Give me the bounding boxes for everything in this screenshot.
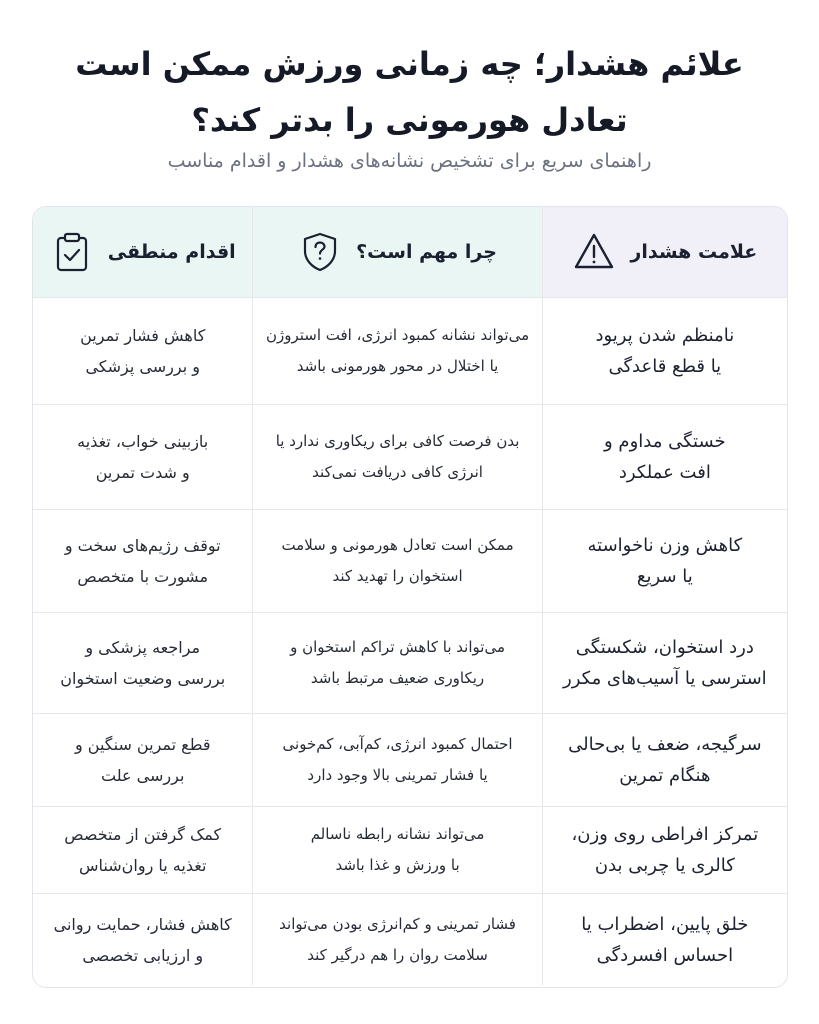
sign-cell	[542, 405, 787, 509]
header-label-sign: علامت هشدار	[630, 241, 758, 263]
table-row	[33, 613, 787, 714]
sign-text-line: هنگام تمرین	[619, 765, 711, 786]
header-cell-sign	[542, 207, 787, 297]
sign-text-line: افت عملکرد	[618, 462, 711, 483]
action-cell	[33, 298, 252, 404]
action-cell	[33, 510, 252, 612]
sign-text-line: یا قطع قاعدگی	[608, 356, 722, 377]
why-cell	[252, 405, 541, 509]
sign-text-line: استرسی یا آسیب‌های مکرر	[563, 668, 767, 689]
action-text-line: توقف رژیم‌های سخت و	[64, 536, 221, 555]
sign-cell	[542, 894, 787, 985]
action-cell	[33, 714, 252, 806]
table-header-row	[33, 207, 787, 298]
sign-text-line: احساس افسردگی	[596, 944, 734, 966]
action-text-line: کمک گرفتن از متخصص	[64, 825, 222, 844]
action-cell	[33, 807, 252, 893]
clipboard-check-icon	[50, 230, 94, 274]
table-row	[33, 807, 787, 894]
sign-text-line: خستگی مداوم و	[604, 431, 726, 452]
why-text-line: یا اختلال در محور هورمونی باشد	[296, 357, 499, 375]
why-text-line: می‌تواند با کاهش تراکم استخوان و	[290, 638, 505, 656]
why-text-line: ریکاوری ضعیف مرتبط باشد	[310, 669, 485, 687]
page-title	[0, 36, 819, 148]
page-subtitle: راهنمای سریع برای تشخیص نشانه‌های هشدار و اقدام مناسب	[167, 150, 652, 172]
table-row	[33, 510, 787, 613]
table-row	[33, 714, 787, 807]
sign-cell	[542, 807, 787, 893]
action-cell	[33, 613, 252, 713]
why-text-line: می‌تواند نشانه کمبود انرژی، افت استروژن	[265, 326, 530, 344]
why-cell	[252, 714, 541, 806]
action-text-line: و ارزیابی تخصصی	[82, 945, 204, 965]
table-row	[33, 405, 787, 510]
sign-text-line: درد استخوان، شکستگی	[575, 637, 754, 658]
why-cell	[252, 894, 541, 985]
why-text-line: انرژی کافی دریافت نمی‌کند	[312, 463, 483, 481]
table-row	[33, 298, 787, 405]
action-text-line: تغذیه یا روان‌شناس	[79, 856, 207, 875]
why-cell	[252, 613, 541, 713]
page-title-line-1: علائم هشدار؛ چه زمانی ورزش ممکن است	[75, 45, 744, 83]
action-cell	[33, 894, 252, 985]
action-text-line: بررسی علت	[101, 766, 185, 785]
why-text-line: یا فشار تمرینی بالا وجود دارد	[307, 766, 488, 784]
warning-signs-table	[32, 206, 788, 988]
sign-text-line: کاهش وزن ناخواسته	[587, 535, 743, 556]
action-text-line: کاهش فشار، حمایت روانی	[53, 914, 232, 934]
why-text-line: فشار تمرینی و کم‌انرژی بودن می‌تواند	[279, 914, 516, 933]
action-cell	[33, 405, 252, 509]
header-label-action: اقدام منطقی	[107, 241, 236, 263]
why-text-line: ممکن است تعادل هورمونی و سلامت	[281, 536, 514, 554]
action-text-line: و بررسی پزشکی	[85, 357, 200, 376]
why-text-line: سلامت روان را هم درگیر کند	[307, 945, 488, 964]
why-text-line: استخوان را تهدید کند	[332, 567, 463, 585]
action-text-line: و شدت تمرین	[95, 463, 190, 482]
shield-question-icon	[298, 230, 342, 274]
sign-cell	[542, 613, 787, 713]
warning-triangle-icon	[572, 230, 616, 274]
header-cell-action	[33, 207, 252, 297]
action-text-line: مشورت با متخصص	[77, 567, 209, 586]
sign-cell	[542, 298, 787, 404]
action-text-line: کاهش فشار تمرین	[80, 326, 206, 345]
action-text-line: بررسی وضعیت استخوان	[60, 669, 226, 688]
sign-text-line: سرگیجه، ضعف یا بی‌حالی	[568, 734, 762, 755]
sign-text-line: نامنظم شدن پریود	[595, 325, 735, 346]
why-text-line: بدن فرصت کافی برای ریکاوری ندارد یا	[275, 432, 520, 450]
action-text-line: بازبینی خواب، تغذیه	[77, 432, 209, 451]
sign-text-line: تمرکز افراطی روی وزن،	[571, 824, 759, 845]
why-text-line: با ورزش و غذا باشد	[335, 856, 460, 874]
page-title-line-2: تعادل هورمونی را بدتر کند؟	[191, 101, 628, 139]
table-row	[33, 894, 787, 985]
why-text-line: می‌تواند نشانه رابطه ناسالم	[310, 825, 485, 843]
sign-cell	[542, 714, 787, 806]
action-text-line: مراجعه پزشکی و	[85, 638, 201, 657]
header-label-why: چرا مهم است؟	[356, 241, 497, 263]
why-cell	[252, 510, 541, 612]
sign-text-line: یا سریع	[636, 566, 693, 587]
why-text-line: احتمال کمبود انرژی، کم‌آبی، کم‌خونی	[282, 735, 513, 753]
action-text-line: قطع تمرین سنگین و	[74, 735, 211, 754]
header-cell-why	[252, 207, 541, 297]
sign-cell	[542, 510, 787, 612]
sign-text-line: خلق پایین، اضطراب یا	[581, 913, 749, 935]
sign-text-line: کالری یا چربی بدن	[594, 855, 735, 876]
why-cell	[252, 807, 541, 893]
why-cell	[252, 298, 541, 404]
